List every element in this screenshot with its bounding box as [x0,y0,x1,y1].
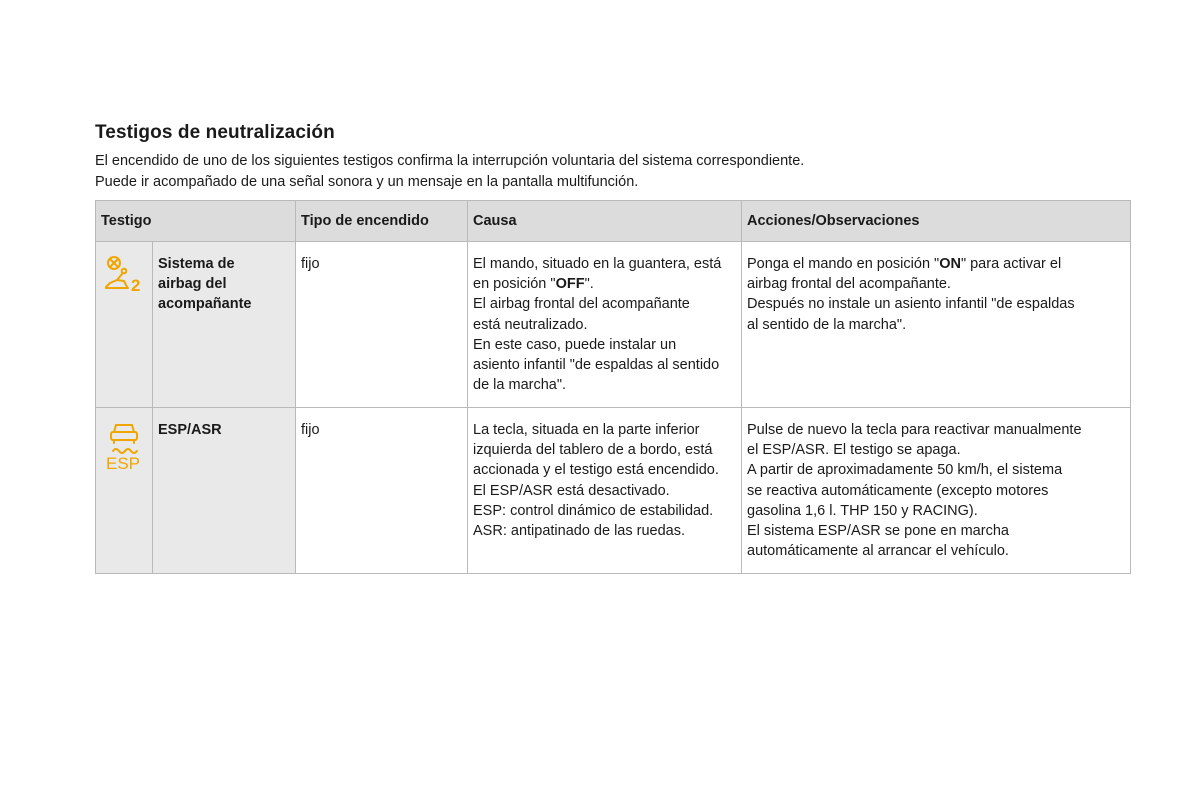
header-tipo: Tipo de encendido [296,201,468,242]
header-testigo: Testigo [96,201,296,242]
testigo-name: ESP/ASR [153,408,296,574]
warning-lights-table [95,200,1131,574]
icon-cell [96,408,153,574]
acciones-cell: Pulse de nuevo la tecla para reactivar manualmente el ESP/ASR. El testigo se apaga. A partir de aproximadamente 50 km/h, el sistema se reactiva automáticamente (excepto motores gasolina 1,6 l. THP 150 y RACING). El sistema ESP/ASR se pone en marcha automáticamente al arrancar el vehículo. [742,408,1131,574]
table-header-row [96,201,1131,242]
table-row [96,408,1131,574]
intro-text [95,151,804,193]
intro-line: Puede ir acompañado de una señal sonora y un mensaje en la pantalla multifunción. [95,174,639,190]
tipo-cell: fijo [296,408,468,574]
table-row [96,242,1131,408]
svg-text:ESP: ESP [106,454,141,472]
esp-off-icon [104,420,144,478]
svg-text:2: 2 [131,276,141,294]
page-title: Testigos de neutralización [95,122,335,143]
tipo-cell: fijo [296,242,468,408]
intro-line: El encendido de uno de los siguientes testigos confirma la interrupción voluntaria del sistema correspondiente. [95,153,805,169]
icon-cell [96,242,153,408]
testigo-name: Sistema de airbag del acompañante [153,242,296,408]
causa-cell: El mando, situado en la guantera, está en posición "OFF". El airbag frontal del acompañante está neutralizado. En este caso, puede instalar un asiento infantil "de espaldas al sentido de la marcha". [468,242,742,408]
header-causa: Causa [468,201,742,242]
airbag-off-icon [102,254,146,300]
acciones-cell: Ponga el mando en posición "ON" para activar el airbag frontal del acompañante. Después no instale un asiento infantil "de espaldas al sentido de la marcha". [742,242,1131,408]
causa-cell: La tecla, situada en la parte inferior izquierda del tablero de a bordo, está accionada y el testigo está encendido. El ESP/ASR está desactivado. ESP: control dinámico de estabilidad. ASR: antipatinado de las ruedas. [468,408,742,574]
header-acciones: Acciones/Observaciones [742,201,1131,242]
